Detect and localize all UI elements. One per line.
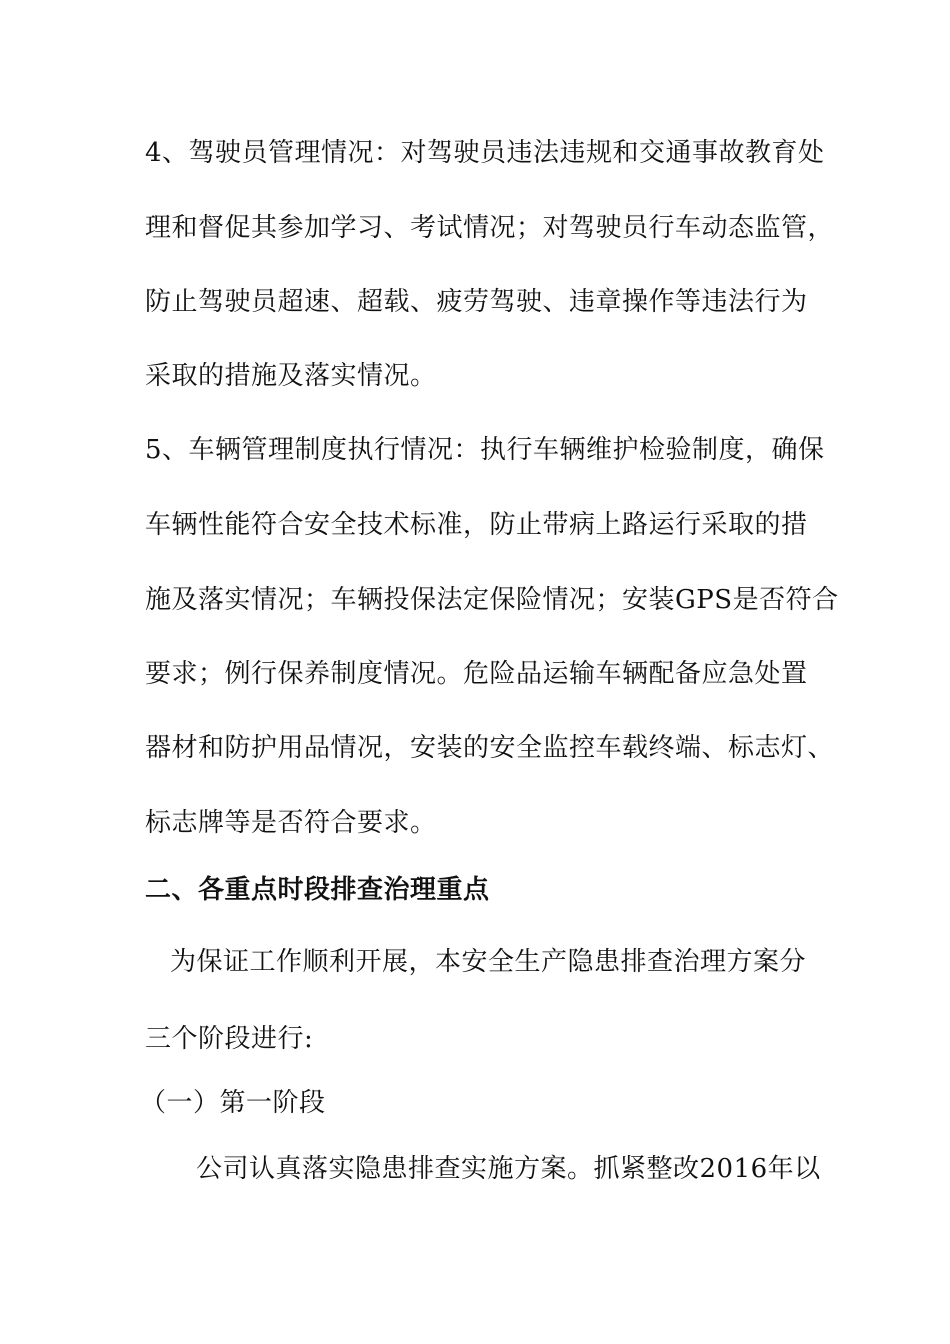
- paragraph-line: 理和督促其参加学习、考试情况；对驾驶员行车动态监管，: [145, 213, 835, 243]
- paragraph-line: 采取的措施及落实情况。: [145, 361, 437, 391]
- paragraph-line: 防止驾驶员超速、超载、疲劳驾驶、违章操作等违法行为: [145, 287, 808, 317]
- paragraph-line: 要求；例行保养制度情况。危险品运输车辆配备应急处置: [145, 659, 808, 689]
- paragraph-line: 器材和防护用品情况，安装的安全监控车载终端、标志灯、: [145, 733, 835, 763]
- paragraph-line: 5、车辆管理制度执行情况：执行车辆维护检验制度，确保: [145, 435, 825, 465]
- paragraph-line: 4、驾驶员管理情况：对驾驶员违法违规和交通事故教育处: [145, 138, 825, 168]
- paragraph-line: 车辆性能符合安全技术标准，防止带病上路运行采取的措: [145, 510, 808, 540]
- section-heading: 二、各重点时段排查治理重点: [145, 875, 490, 905]
- intro-line: 为保证工作顺利开展，本安全生产隐患排查治理方案分: [170, 947, 807, 977]
- paragraph-line: 标志牌等是否符合要求。: [145, 808, 437, 838]
- subheading: （一）第一阶段: [140, 1088, 326, 1118]
- intro-line: 三个阶段进行:: [145, 1024, 314, 1054]
- paragraph-line: 公司认真落实隐患排查实施方案。抓紧整改2016年以: [196, 1154, 821, 1184]
- paragraph-line: 施及落实情况；车辆投保法定保险情况；安装GPS是否符合: [145, 585, 839, 615]
